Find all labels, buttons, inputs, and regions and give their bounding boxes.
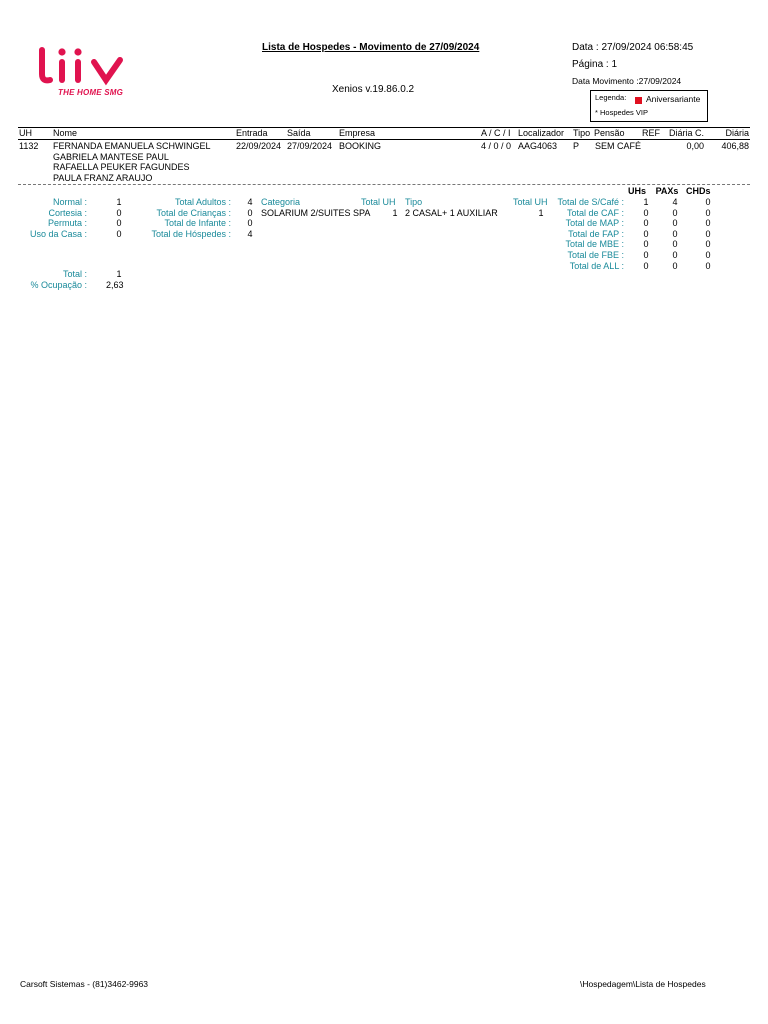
row-saida: 27/09/2024 [287, 141, 333, 151]
col-ref: REF [642, 128, 660, 138]
meal-total-paxs: 0 [672, 218, 678, 229]
col-saida: Saída [287, 128, 311, 138]
liiv-logo-graphic [36, 44, 128, 88]
col-localizador: Localizador [518, 128, 565, 138]
meal-total-chds: 0 [705, 239, 711, 250]
type-count-label: Cortesia : [48, 207, 87, 218]
meal-total-label: Total de MBE : [565, 239, 624, 250]
meal-total-chds: 0 [705, 228, 711, 239]
birthday-swatch [635, 97, 642, 104]
guest-name: PAULA FRANZ ARAUJO [53, 172, 153, 183]
meal-header-uhs: UHs [627, 186, 646, 196]
guest-total-value: 4 [247, 197, 253, 207]
type-count-value: 1 [116, 197, 122, 207]
col-entrada: Entrada [236, 128, 268, 138]
meal-total-uhs: 0 [643, 260, 649, 271]
row-entrada: 22/09/2024 [236, 141, 282, 151]
tipo-name: 2 CASAL+ 1 AUXILIAR [405, 207, 498, 218]
meal-total-label: Total de FAP : [568, 228, 624, 239]
meal-total-chds: 0 [705, 260, 711, 271]
meal-total-uhs: 0 [643, 207, 649, 218]
report-title: Lista de Hospedes - Movimento de 27/09/2024 [262, 42, 480, 53]
footer-company: Carsoft Sistemas - (81)3462-9963 [20, 979, 149, 989]
row-uh: 1132 [19, 141, 39, 151]
guest-name: RAFAELLA PEUKER FAGUNDES [53, 162, 190, 172]
header-bottom-rule [18, 139, 750, 140]
meal-total-paxs: 0 [672, 250, 678, 260]
col-diaria: Diária [725, 128, 749, 138]
guest-name: FERNANDA EMANUELA SCHWINGEL [53, 141, 211, 151]
meal-total-paxs: 0 [672, 239, 678, 250]
guest-total-value: 0 [247, 207, 253, 218]
meal-total-uhs: 1 [643, 197, 649, 207]
row-empresa: BOOKING [339, 141, 382, 151]
occupancy-value: 2,63 [106, 280, 124, 290]
guest-total-value: 0 [247, 218, 253, 228]
summary-divider [18, 184, 750, 185]
meal-total-uhs: 0 [643, 228, 649, 239]
col-aci: A / C / I [481, 128, 511, 138]
legend-box [590, 90, 708, 122]
tipo-total: 1 [538, 207, 544, 218]
meal-total-uhs: 0 [643, 218, 649, 229]
categoria-total-uh-header: Total UH [361, 197, 396, 207]
type-count-value: 0 [116, 218, 122, 228]
categoria-name: SOLARIUM 2/SUITES SPA [261, 207, 371, 218]
logo-tagline: THE HOME SMG [58, 88, 124, 97]
meal-total-chds: 0 [705, 207, 711, 218]
col-nome: Nome [53, 128, 78, 138]
legend-vip: * Hospedes VIP [595, 108, 648, 117]
guest-total-label: Total de Hóspedes : [151, 228, 231, 239]
header-top-rule [18, 127, 750, 128]
row-pensao: SEM CAFÉ [595, 141, 642, 151]
report-datetime: Data : 27/09/2024 06:58:45 [572, 42, 694, 53]
col-diaria-c: Diária C. [669, 128, 705, 138]
categoria-header: Categoria [261, 197, 301, 207]
total-value: 1 [116, 269, 122, 279]
meal-total-paxs: 0 [672, 207, 678, 218]
type-count-value: 0 [116, 207, 122, 218]
type-count-label: Permuta : [47, 218, 87, 228]
meal-total-label: Total de FBE : [567, 250, 624, 260]
row-aci: 4 / 0 / 0 [481, 141, 512, 151]
page-number: Página : 1 [572, 59, 618, 70]
guest-total-label: Total Adultos : [174, 197, 231, 207]
meal-total-label: Total de ALL : [569, 260, 624, 271]
type-count-label: Normal : [52, 197, 87, 207]
col-uh: UH [19, 128, 32, 138]
movement-date: Data Movimento :27/09/2024 [572, 76, 682, 86]
guest-total-label: Total de Infante : [164, 218, 231, 228]
col-pensao: Pensão [594, 128, 625, 138]
meal-header-chds: CHDs [686, 186, 711, 196]
meal-total-paxs: 4 [672, 197, 678, 207]
col-tipo: Tipo [573, 128, 591, 138]
tipo-total-uh-header: Total UH [513, 197, 548, 207]
software-version: Xenios v.19.86.0.2 [332, 84, 415, 95]
meal-total-paxs: 0 [672, 228, 678, 239]
guest-name: GABRIELA MANTESE PAUL [53, 151, 169, 162]
meal-total-label: Total de S/Café : [557, 197, 624, 207]
type-count-value: 0 [116, 228, 122, 239]
meal-total-label: Total de MAP : [565, 218, 624, 229]
meal-total-uhs: 0 [643, 250, 649, 260]
categoria-total: 1 [392, 207, 398, 218]
guest-total-value: 4 [247, 228, 253, 239]
meal-total-label: Total de CAF : [566, 207, 624, 218]
footer-path: \Hospedagem\Lista de Hospedes [580, 979, 706, 989]
total-label: Total : [62, 269, 87, 279]
legend-birthday: Aniversariante [646, 94, 701, 104]
meal-total-paxs: 0 [672, 260, 678, 271]
meal-header-paxs: PAXs [655, 186, 679, 196]
row-diaria-c: 0,00 [686, 141, 704, 151]
meal-total-chds: 0 [705, 250, 711, 260]
row-tipo: P [573, 141, 580, 151]
occupancy-label: % Ocupação : [30, 280, 87, 290]
meal-total-chds: 0 [705, 197, 711, 207]
col-empresa: Empresa [339, 128, 376, 138]
type-count-label: Uso da Casa : [29, 228, 87, 239]
company-logo [36, 44, 128, 100]
meal-total-uhs: 0 [643, 239, 649, 250]
row-diaria: 406,88 [721, 141, 749, 151]
legend-label: Legenda: [595, 93, 627, 102]
tipo-header: Tipo [405, 197, 423, 207]
row-localizador: AAG4063 [518, 141, 558, 151]
guest-total-label: Total de Crianças : [156, 207, 231, 218]
meal-total-chds: 0 [705, 218, 711, 229]
